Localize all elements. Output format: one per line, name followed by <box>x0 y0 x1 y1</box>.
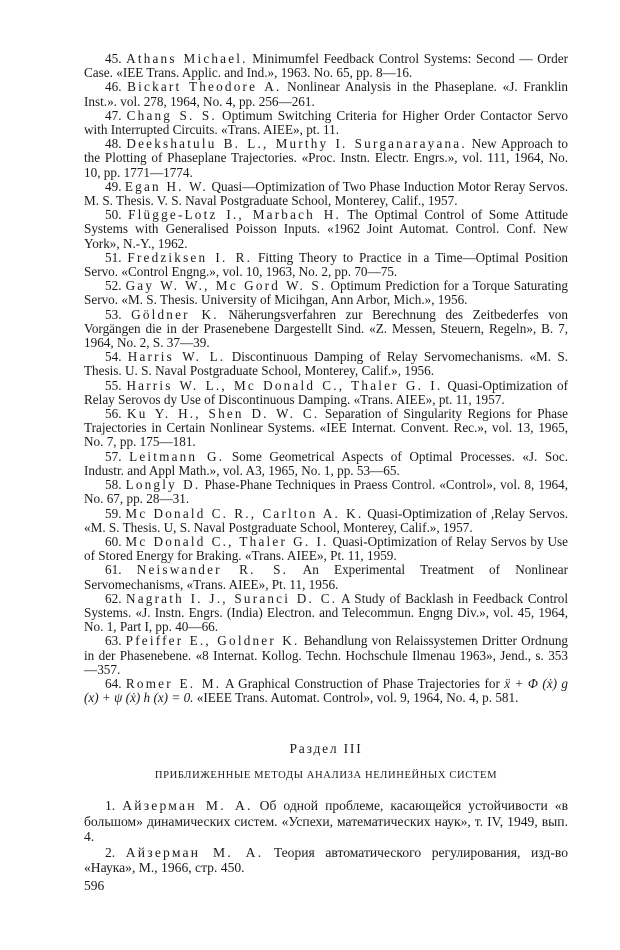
reference-item: 48. Deekshatulu B. L., Murthy I. Surganarayana. New Approach to the Plotting of Phaseplane Trajectories. «Proc. Instn. Electr. Engrs.», vol. 111, 1964, No. 10, pp. 1771—1774. <box>84 136 568 180</box>
reference-item: 2. Айзерман М. А. Теория автоматического регулирования, изд-во «Наука», М., 1966, стр. 450. <box>84 844 568 876</box>
reference-item: 53. Göldner K. Näherungsverfahren zur Berechnung des Zeitbederfes von Vorgängen die in der Prasenebene Dargestellt Sind. «Z. Messen, Steuern, Regeln», B. 7, 1964, No. 2, S. 37—39. <box>84 306 568 351</box>
reference-item: 64. Romer E. M. A Graphical Construction of Phase Trajectories for ẍ + Φ (ẋ) g (x) + ψ (ẋ) h (x) = 0. «IEEE Trans. Automat. Control», vol. 9, 1964, No. 4, p. 581. <box>84 675 569 706</box>
reference-item: 63. Pfeiffer E., Goldner K. Behandlung von Relaissystemen Dritter Ordnung in der Phasenebene. «8 Internat. Kollog. Techn. Hochschule Ilmenau 1963», Jend., s. 353—357. <box>84 633 569 677</box>
reference-item: 59. Mc Donald C. R., Carlton A. K. Quasi-Optimization of ,Relay Servos. «M. S. Thesis. U, S. Naval Postgraduate School, Monterey, Calif.», 1957. <box>84 505 569 535</box>
reference-item: 49. Egan H. W. Quasi—Optimization of Two Phase Induction Motor Reray Servos. M. S. Thesis. V. S. Naval Postgraduate School, Monterey, Calif., 1957. <box>84 178 568 209</box>
reference-list-2 <box>84 798 568 876</box>
reference-item: 46. Bickart Theodore A. Nonlinear Analysis in the Phaseplane. «J. Franklin Inst.». vol. 278, 1964, No. 4, pp. 256—261. <box>84 79 569 109</box>
reference-item: 47. Chang S. S. Optimum Switching Criteria for Higher Order Contactor Servo with Interrupted Circuits. «Trans. AIEE», pt. 11. <box>84 107 569 138</box>
reference-item: 58. Longly D. Phase-Phane Techniques in Praess Control. «Control», vol. 8, 1964, No. 67, pp. 28—31. <box>84 477 569 507</box>
reference-item: 56. Ku Y. H., Shen D. W. C. Separation of Singularity Regions for Phase Trajectories in Certain Nonlinear Systems. «IEE Internat. Convent. Rec.», vol. 13, 1965, No. 7, pp. 175—181. <box>84 406 568 450</box>
section-subtitle: ПРИБЛИЖЕННЫЕ МЕТОДЫ АНАЛИЗА НЕЛИНЕЙНЫХ СИСТЕМ <box>154 770 498 781</box>
reference-item: 52. Gay W. W., Mc Gord W. S. Optimum Prediction for a Torque Saturating Servo. «M. S. Thesis. University of Micihgan, Ann Arbor, Mich.», 1956. <box>84 278 569 308</box>
reference-item: 1. Айзерман М. А. Об одной проблеме, касающейся устойчивости «в большом» динамических систем. «Успехи, математических наук», т. IV, 1949, вып. 4. <box>84 798 569 845</box>
reference-item: 45. Athans Michael. Minimumfel Feedback Control Systems: Second — Order Case. «IEE Trans. Applic. and Ind.», 1963. No. 65, pp. 8—16. <box>84 51 568 81</box>
reference-item: 57. Leitmann G. Some Geometrical Aspects of Optimal Processes. «J. Soc. Industr. and Appl Math.», vol. A3, 1965, No. 1, pp. 53—65. <box>84 448 569 478</box>
reference-item: 51. Fredziksen I. R. Fitting Theory to Practice in a Time—Optimal Position Servo. «Control Engng.», vol. 10, 1963, No. 2, pp. 70—75. <box>84 249 569 280</box>
reference-item: 54. Harris W. L. Discontinuous Damping of Relay Servomechanisms. «M. S. Thesis. U. S. Naval Postgraduate School, Monterey, Calif.», 1956. <box>84 349 568 379</box>
reference-item: 62. Nagrath I. J., Suranci D. C. A Study of Backlash in Feedback Control Systems. «J. Instn. Engrs. (India) Electron. and Telecommun. Engng Div.», vol. 45, 1964, No. 1, Part I, pp. 40—66. <box>84 590 569 635</box>
page-number: 596 <box>84 878 105 893</box>
formula: ẍ + Φ (ẋ) g (x) + ψ (ẋ) h (x) = 0. <box>84 675 569 706</box>
reference-item: 60. Mc Donald C., Thaler G. I. Quasi-Optimization of Relay Servos by Use of Stored Energy for Braking. «Trans. AIEE», Pt. 11, 1959. <box>84 533 569 564</box>
reference-list <box>84 52 568 705</box>
section-title: Раздел III <box>289 741 363 756</box>
reference-item: 55. Harris W. L., Mc Donald C., Thaler G. I. Quasi-Optimization of Relay Serovos dy Use of Discontinuous Damping. «Trans. AIEE», pt. 11, 1957. <box>84 377 569 407</box>
reference-item: 61. Neiswander R. S. An Experimental Treatment of Nonlinear Servomechanisms, «Trans. AIEE», Pt. 11, 1956. <box>84 562 569 592</box>
reference-item: 50. Flügge-Lotz I., Marbach H. The Optimal Control of Some Attitude Systems with Generalised Poisson Inputs. «1962 Joint Automat. Control. Conf. New York», N.-Y., 1962. <box>84 207 569 251</box>
